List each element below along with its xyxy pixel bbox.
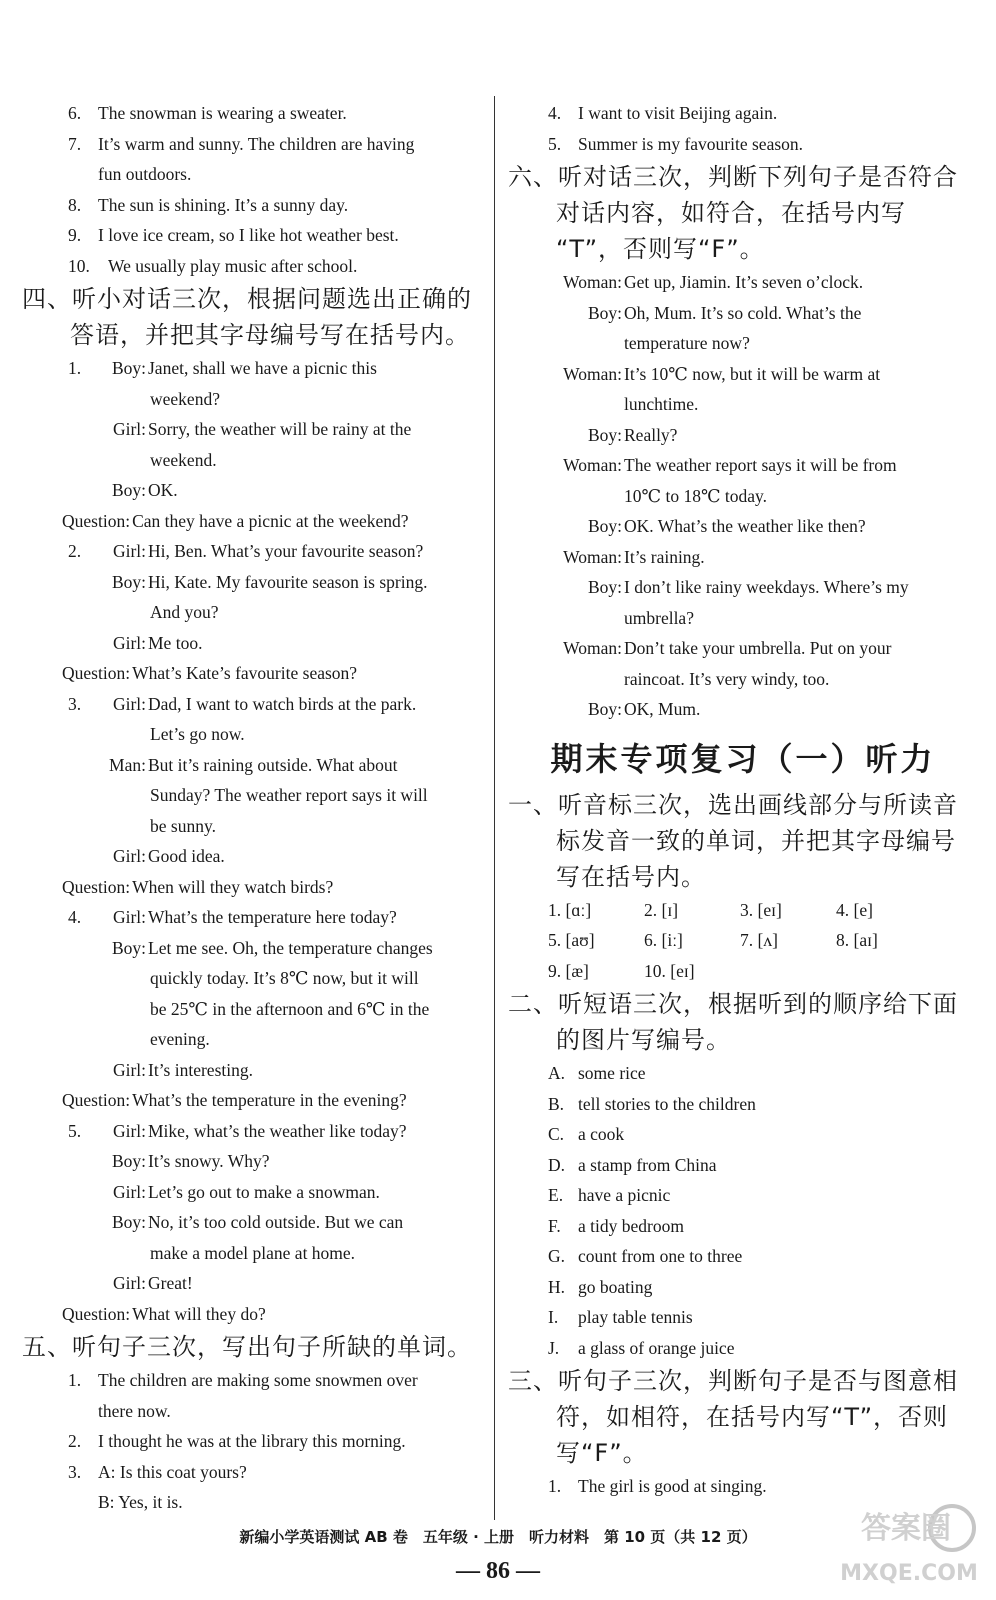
section-heading: 标发音一致的单词，并把其字母编号: [556, 826, 956, 855]
list-item: [508, 1302, 978, 1333]
dialogue-text: It’s snowy. Why?: [148, 1151, 270, 1171]
section-heading: 四、听小对话三次，根据问题选出正确的: [22, 285, 472, 313]
speaker-label: Boy:: [587, 424, 622, 445]
phonetic-item: 2. [ɪ]: [644, 899, 679, 920]
list-item: there now.: [98, 1400, 171, 1421]
list-item: 9. I love ice cream, so I like hot weather best.: [68, 225, 399, 245]
list-item: [508, 1272, 978, 1303]
list-item: B: Yes, it is.: [98, 1492, 183, 1512]
right-column: [508, 98, 978, 1502]
dialogue-line: [508, 664, 978, 695]
speaker-label: Girl:: [112, 1181, 146, 1202]
item-letter: F.: [548, 1215, 561, 1236]
speaker-label: Question:: [62, 1303, 131, 1324]
item-number: 1.: [68, 358, 82, 378]
dialogue-line: [22, 597, 482, 628]
dialogue-text: raincoat. It’s very windy, too.: [624, 668, 830, 689]
speaker-label: Girl:: [112, 1120, 146, 1141]
dialogue-line: [22, 414, 482, 445]
dialogue-line: [508, 450, 978, 481]
dialogue-text: Mike, what’s the weather like today?: [148, 1120, 407, 1141]
item-letter: A.: [548, 1063, 566, 1083]
dialogue-line: [22, 1116, 482, 1147]
item-letter: J.: [548, 1337, 560, 1358]
item-text: some rice: [578, 1063, 646, 1083]
dialogue-line: [22, 811, 482, 842]
page-number: — 86 —: [456, 1558, 540, 1584]
section-heading: 答语，并把其字母编号写在括号内。: [70, 321, 470, 349]
list-item: [508, 1241, 978, 1272]
dialogue-text: I don’t like rainy weekdays. Where’s my: [624, 577, 909, 597]
item-text: count from one to three: [578, 1246, 743, 1266]
phonetic-row: [508, 895, 978, 926]
dialogue-line: [508, 511, 978, 542]
list-item: 7. It’s warm and sunny. The children are having: [68, 133, 415, 154]
review-section3: [508, 1363, 978, 1502]
dialogue-text: What’s the temperature in the evening?: [132, 1090, 407, 1110]
dialogue-line: [22, 628, 482, 659]
dialogue-text: Oh, Mum. It’s so cold. What’s the: [624, 302, 862, 323]
dialogue-line: [22, 1146, 482, 1177]
phonetic-item: 9. [æ]: [548, 960, 589, 981]
speaker-label: Girl:: [112, 541, 146, 561]
dialogue-line: [22, 475, 482, 506]
dialogue-line: [22, 567, 482, 598]
dialogue-line: [22, 384, 482, 415]
dialogue-line: [22, 963, 482, 994]
phonetic-item: 7. [ʌ]: [740, 930, 778, 950]
dialogue-text: evening.: [150, 1029, 210, 1049]
list-item: 1. The children are making some snowmen over: [68, 1370, 418, 1390]
dialogue-line: [22, 1055, 482, 1086]
dialogue-text: Hi, Ben. What’s your favourite season?: [148, 541, 424, 561]
dialogue-list: [508, 267, 978, 725]
dialogue-text: Let me see. Oh, the temperature changes: [148, 937, 433, 958]
phonetic-item: 8. [aɪ]: [836, 930, 878, 950]
phonetic-list: [508, 895, 978, 987]
dialogue-line: [508, 694, 978, 725]
list-item: [508, 1211, 978, 1242]
item-letter: I.: [548, 1307, 559, 1327]
speaker-label: Question:: [62, 510, 131, 531]
item-text: a stamp from China: [578, 1154, 717, 1175]
speaker-label: Girl:: [112, 693, 146, 714]
dialogue-text: be 25℃ in the afternoon and 6℃ in the: [150, 998, 430, 1019]
dialogue-line: [22, 750, 482, 781]
dialogue-text: weekend.: [150, 449, 217, 470]
list-item: 5. Summer is my favourite season.: [548, 133, 804, 154]
phonetic-row: [508, 925, 978, 956]
list-item: [508, 1119, 978, 1150]
item-letter: B.: [548, 1093, 565, 1114]
speaker-label: Boy:: [587, 516, 622, 536]
dialogue-text: Let’s go now.: [150, 724, 245, 744]
dialogue-line: [22, 658, 482, 689]
phrase-list: [508, 1058, 978, 1363]
section-heading: 写“F”。: [556, 1439, 648, 1467]
speaker-label: Boy:: [587, 577, 622, 597]
section5: [22, 1329, 482, 1518]
list-item: 10. We usually play music after school.: [68, 255, 358, 276]
review-section2: [508, 986, 978, 1363]
dialogue-text: weekend?: [150, 388, 220, 409]
dialogue-text: It’s interesting.: [148, 1059, 253, 1080]
speaker-label: Boy:: [587, 699, 622, 719]
dialogue-line: [22, 841, 482, 872]
dialogue-line: [22, 1299, 482, 1330]
section6: [508, 159, 978, 725]
dialogue-line: [508, 298, 978, 329]
dialogue-line: [22, 536, 482, 567]
dialogue-line: [22, 1085, 482, 1116]
dialogue-line: [22, 1207, 482, 1238]
section-heading: 的图片写编号。: [556, 1026, 731, 1054]
watermark-text: MXQE.COM: [840, 1561, 978, 1586]
section-heading: 对话内容，如符合，在括号内写: [556, 199, 906, 227]
speaker-label: Girl:: [112, 907, 146, 927]
item-text: a tidy bedroom: [578, 1215, 684, 1236]
list-item: 6. The snowman is wearing a sweater.: [68, 103, 347, 123]
dialogue-text: be sunny.: [150, 815, 216, 836]
dialogue-text: Sorry, the weather will be rainy at the: [148, 419, 412, 439]
item-text: a cook: [578, 1124, 625, 1144]
dialogue-text: The weather report says it will be from: [624, 455, 897, 475]
section-heading: 六、听对话三次，判断下列句子是否符合: [508, 163, 958, 191]
dialogue-text: When will they watch birds?: [132, 876, 334, 897]
phonetic-row: [508, 956, 978, 987]
dialogue-text: It’s raining.: [624, 546, 705, 567]
watermark-logo-text: 答案圈: [861, 1511, 951, 1546]
speaker-label: Man:: [109, 754, 146, 775]
dialogue-line: [22, 994, 482, 1025]
section-heading: 写在括号内。: [556, 862, 706, 891]
item-text: play table tennis: [578, 1307, 693, 1327]
speaker-label: Boy:: [111, 480, 146, 500]
list-item: 4. I want to visit Beijing again.: [548, 103, 778, 123]
dialogue-text: No, it’s too cold outside. But we can: [148, 1212, 404, 1232]
dialogue-text: OK, Mum.: [624, 699, 701, 719]
dialogue-text: What’s Kate’s favourite season?: [132, 663, 358, 683]
dialogue-line: [508, 267, 978, 298]
review-section1: [508, 787, 978, 987]
list-item: [508, 1180, 978, 1211]
dialogue-text: Don’t take your umbrella. Put on your: [624, 638, 892, 658]
section-heading: 三、听句子三次，判断句子是否与图意相: [508, 1367, 958, 1395]
dialogue-list: [22, 353, 482, 1329]
dialogue-text: temperature now?: [624, 333, 750, 353]
speaker-label: Boy:: [111, 358, 146, 378]
dialogue-line: [22, 872, 482, 903]
dialogue-text: Dad, I want to watch birds at the park.: [148, 693, 417, 714]
section-heading: 二、听短语三次，根据听到的顺序给下面: [508, 990, 958, 1018]
column-divider: [494, 96, 495, 1520]
phonetic-item: 3. [eɪ]: [740, 899, 782, 920]
item-letter: G.: [548, 1246, 566, 1266]
dialogue-text: 10℃ to 18℃ today.: [624, 485, 768, 506]
dialogue-text: Get up, Jiamin. It’s seven o’clock.: [624, 272, 864, 292]
dialogue-line: [22, 1177, 482, 1208]
speaker-label: Girl:: [112, 419, 146, 439]
dialogue-line: [22, 689, 482, 720]
dialogue-line: [508, 572, 978, 603]
dialogue-text: OK.: [148, 480, 178, 500]
dialogue-line: [508, 603, 978, 634]
dialogue-text: make a model plane at home.: [150, 1242, 356, 1263]
list-item: fun outdoors.: [98, 164, 192, 184]
section-heading: 符，如相符，在括号内写“T”，否则: [556, 1403, 948, 1431]
item-letter: D.: [548, 1154, 566, 1175]
item-letter: H.: [548, 1276, 566, 1297]
dialogue-line: [508, 420, 978, 451]
dialogue-line: [22, 1268, 482, 1299]
phonetic-item: 5. [aʊ]: [548, 930, 595, 950]
speaker-label: Girl:: [112, 1059, 146, 1080]
item-letter: E.: [548, 1185, 564, 1205]
speaker-label: Girl:: [112, 1273, 146, 1293]
phonetic-item: 6. [iː]: [644, 930, 683, 950]
item-text: have a picnic: [578, 1185, 671, 1205]
dialogue-line: [22, 445, 482, 476]
dialogue-line: [22, 506, 482, 537]
dialogue-text: It’s 10℃ now, but it will be warm at: [624, 363, 881, 384]
dialogue-text: Janet, shall we have a picnic this: [148, 358, 377, 378]
dialogue-text: Great!: [148, 1273, 193, 1293]
phonetic-item: 4. [e]: [836, 899, 873, 920]
dialogue-text: Can they have a picnic at the weekend?: [132, 510, 409, 531]
left-column: [22, 98, 482, 1518]
section-heading: “T”，否则写“F”。: [556, 235, 765, 263]
speaker-label: Boy:: [111, 937, 146, 958]
watermark-logo: [834, 1500, 984, 1590]
dialogue-text: lunchtime.: [624, 394, 699, 414]
speaker-label: Boy:: [111, 1212, 146, 1232]
list-item: [508, 1089, 978, 1120]
dialogue-line: [22, 902, 482, 933]
section-heading: 一、听音标三次，选出画线部分与所读音: [508, 790, 958, 819]
list-item: [508, 1150, 978, 1181]
dialogue-line: [22, 719, 482, 750]
list-item: 3. A: Is this coat yours?: [68, 1461, 247, 1482]
dialogue-text: But it’s raining outside. What about: [148, 754, 398, 775]
speaker-label: Boy:: [111, 1151, 146, 1171]
speaker-label: Woman:: [563, 638, 622, 658]
dialogue-text: Really?: [624, 424, 678, 445]
dialogue-text: What will they do?: [132, 1303, 266, 1324]
list-item: 1. The girl is good at singing.: [548, 1476, 767, 1496]
section3-tail: [22, 98, 482, 281]
item-number: 2.: [68, 541, 82, 561]
item-text: go boating: [578, 1276, 653, 1297]
speaker-label: Woman:: [563, 363, 622, 384]
dialogue-text: Hi, Kate. My favourite season is spring.: [148, 571, 428, 592]
speaker-label: Girl:: [112, 632, 146, 653]
dialogue-line: [508, 359, 978, 390]
speaker-label: Woman:: [563, 455, 622, 475]
page-footer: 新编小学英语测试 AB 卷 五年级 · 上册 听力材料 第 10 页（共 12 页）: [239, 1528, 757, 1546]
dialogue-text: Me too.: [148, 632, 203, 653]
item-number: 3.: [68, 693, 82, 714]
section-heading: 五、听句子三次，写出句子所缺的单词。: [22, 1333, 472, 1361]
dialogue-text: What’s the temperature here today?: [148, 907, 397, 927]
dialogue-line: [508, 389, 978, 420]
dialogue-line: [508, 481, 978, 512]
phonetic-item: 1. [ɑː]: [548, 899, 592, 920]
dialogue-line: [22, 780, 482, 811]
section5-tail: [508, 98, 978, 159]
review-title: 期末专项复习（一）听力: [550, 739, 936, 778]
item-number: 4.: [68, 907, 82, 927]
dialogue-line: [22, 1238, 482, 1269]
dialogue-line: [22, 933, 482, 964]
list-item: 8. The sun is shining. It’s a sunny day.: [68, 194, 349, 215]
dialogue-text: Good idea.: [148, 846, 225, 866]
dialogue-text: OK. What’s the weather like then?: [624, 516, 866, 536]
dialogue-text: Sunday? The weather report says it will: [150, 785, 428, 805]
speaker-label: Woman:: [563, 272, 622, 292]
speaker-label: Boy:: [587, 302, 622, 323]
speaker-label: Boy:: [111, 571, 146, 592]
dialogue-line: [22, 1024, 482, 1055]
speaker-label: Question:: [62, 1090, 131, 1110]
item-text: a glass of orange juice: [578, 1337, 735, 1358]
speaker-label: Question:: [62, 663, 131, 683]
dialogue-line: [508, 633, 978, 664]
item-number: 5.: [68, 1120, 82, 1141]
item-letter: C.: [548, 1124, 565, 1144]
dialogue-line: [508, 542, 978, 573]
dialogue-line: [508, 328, 978, 359]
section4: [22, 281, 482, 1329]
dialogue-line: [22, 353, 482, 384]
phonetic-item: 10. [eɪ]: [644, 960, 695, 981]
list-item: [508, 1058, 978, 1089]
item-text: tell stories to the children: [578, 1093, 756, 1114]
list-item: [508, 1333, 978, 1364]
dialogue-text: quickly today. It’s 8℃ now, but it will: [150, 968, 419, 988]
speaker-label: Question:: [62, 876, 131, 897]
speaker-label: Woman:: [563, 546, 622, 567]
list-item: 2. I thought he was at the library this morning.: [68, 1431, 406, 1451]
speaker-label: Girl:: [112, 846, 146, 866]
dialogue-text: umbrella?: [624, 607, 694, 628]
dialogue-text: Let’s go out to make a snowman.: [148, 1181, 380, 1202]
dialogue-text: And you?: [150, 602, 219, 622]
